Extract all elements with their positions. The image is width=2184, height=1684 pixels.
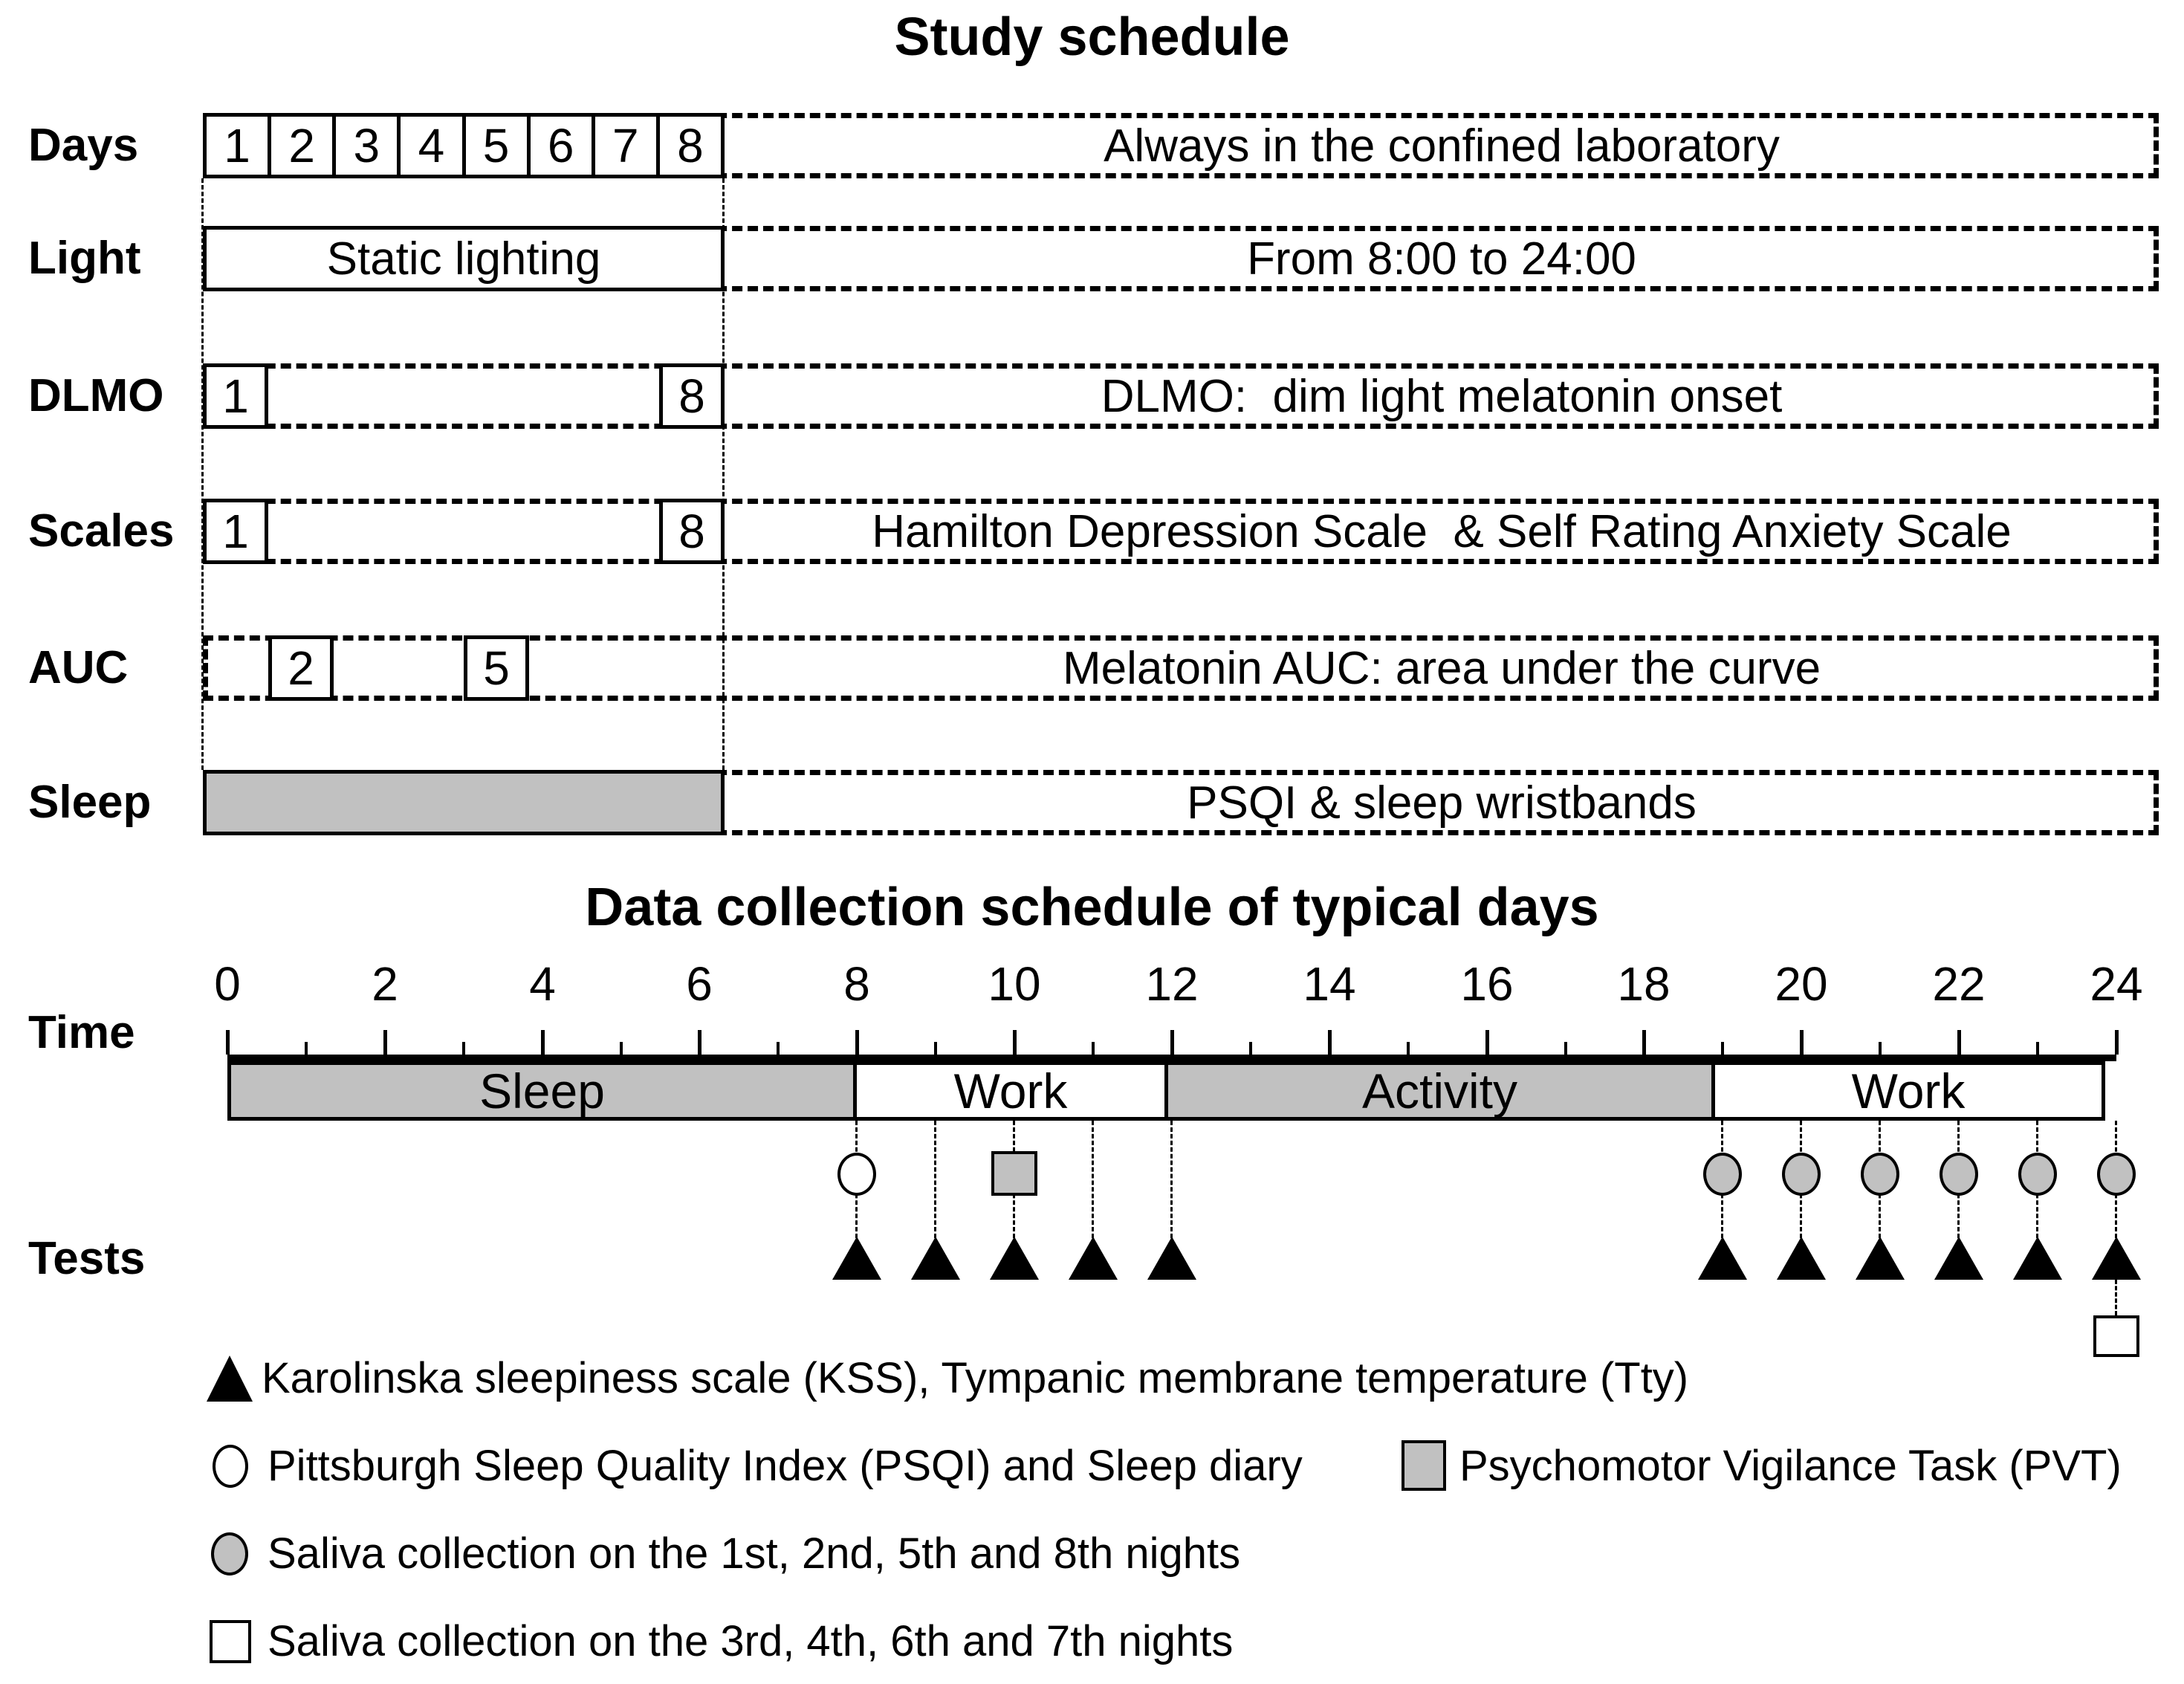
- tick-16: [1485, 1030, 1489, 1055]
- legend-saliva-gray-text: Saliva collection on the 1st, 2nd, 5th and 8th nights: [268, 1529, 1241, 1578]
- tick-11: [1092, 1042, 1095, 1055]
- gray-circle-marker-20: [1782, 1153, 1821, 1196]
- legend-gray-square-icon: [1402, 1440, 1446, 1491]
- tick-24: [2115, 1030, 2119, 1055]
- drop-line-24-lower: [2115, 1280, 2117, 1315]
- tick-label-14: 14: [1303, 957, 1356, 1011]
- legend-kss-text: Karolinska sleepiness scale (KSS), Tympanic membrane temperature (Tty): [262, 1354, 1689, 1402]
- time-axis-line: [227, 1055, 2116, 1061]
- day-cell-5: 5: [466, 117, 531, 175]
- tick-15: [1407, 1042, 1410, 1055]
- tick-19: [1721, 1042, 1724, 1055]
- bar-segment-activity: Activity: [1164, 1061, 1715, 1121]
- tick-label-0: 0: [214, 957, 241, 1011]
- gray-square-marker-10: [991, 1151, 1037, 1196]
- legend-pvt-text: Psychomotor Vigilance Task (PVT): [1459, 1442, 2122, 1490]
- day-cell-3: 3: [336, 117, 401, 175]
- day-activity-bar: [227, 1061, 2116, 1121]
- tick-9: [934, 1042, 937, 1055]
- triangle-marker-11: [1069, 1237, 1118, 1280]
- triangle-marker-9: [911, 1237, 960, 1280]
- study-schedule-title: Study schedule: [894, 7, 1290, 67]
- tick-12: [1170, 1030, 1174, 1055]
- gray-circle-marker-24: [2097, 1153, 2136, 1196]
- sleep-gray-box: [203, 770, 725, 835]
- legend-psqi-text: Pittsburgh Sleep Quality Index (PSQI) and Sleep diary: [268, 1442, 1303, 1490]
- tick-23: [2036, 1042, 2039, 1055]
- time-axis-label: Time: [28, 1007, 135, 1058]
- day-cell-1: 1: [207, 117, 271, 175]
- tick-label-6: 6: [686, 957, 713, 1011]
- row-label-scales: Scales: [28, 505, 175, 557]
- day-cell-7: 7: [595, 117, 660, 175]
- legend-white-square-icon: [210, 1620, 251, 1663]
- auc-note: Melatonin AUC: area under the curve: [1062, 642, 1821, 694]
- tick-14: [1328, 1030, 1332, 1055]
- row-label-dlmo: DLMO: [28, 370, 164, 421]
- day-cell-4: 4: [401, 117, 465, 175]
- tick-1: [305, 1042, 308, 1055]
- triangle-marker-21: [1856, 1237, 1905, 1280]
- day-cell-6: 6: [531, 117, 595, 175]
- tick-label-20: 20: [1775, 957, 1828, 1011]
- static-lighting-box: Static lighting: [203, 226, 725, 291]
- dlmo-box-8: 8: [659, 363, 725, 429]
- triangle-marker-20: [1777, 1237, 1826, 1280]
- tick-20: [1800, 1030, 1804, 1055]
- auc-box-2: 2: [268, 635, 334, 701]
- tick-5: [620, 1042, 623, 1055]
- day-cell-8: 8: [677, 119, 704, 172]
- scales-box-1: 1: [203, 499, 268, 564]
- data-collection-title: Data collection schedule of typical days: [585, 878, 1599, 937]
- row-label-auc: AUC: [28, 642, 129, 693]
- drop-line-11: [1092, 1121, 1094, 1238]
- row-label-days: Days: [28, 120, 139, 171]
- row-label-sleep: Sleep: [28, 777, 152, 828]
- tick-label-2: 2: [372, 957, 398, 1011]
- tick-22: [1957, 1030, 1961, 1055]
- legend-saliva-white-text: Saliva collection on the 3rd, 4th, 6th and 7th nights: [268, 1617, 1234, 1665]
- tick-17: [1564, 1042, 1567, 1055]
- legend-black-triangle-icon: [207, 1356, 253, 1402]
- tick-label-22: 22: [1932, 957, 1986, 1011]
- tick-label-4: 4: [529, 957, 556, 1011]
- tick-label-24: 24: [2090, 957, 2143, 1011]
- drop-line-12: [1170, 1121, 1173, 1238]
- legend-gray-circle-icon: [211, 1532, 248, 1575]
- tick-label-18: 18: [1617, 957, 1671, 1011]
- auc-box-5: 5: [464, 635, 529, 701]
- bar-segment-work-am: Work: [853, 1061, 1168, 1121]
- tick-3: [462, 1042, 465, 1055]
- scales-box-8: 8: [659, 499, 725, 564]
- tick-21: [1879, 1042, 1882, 1055]
- triangle-marker-23: [2013, 1237, 2062, 1280]
- tick-2: [383, 1030, 387, 1055]
- white-circle-marker-8: [837, 1153, 876, 1196]
- triangle-marker-8: [832, 1237, 881, 1280]
- tick-4: [541, 1030, 545, 1055]
- triangle-marker-24: [2092, 1237, 2141, 1280]
- gray-circle-marker-21: [1861, 1153, 1899, 1196]
- triangle-marker-10: [990, 1237, 1039, 1280]
- tick-18: [1642, 1030, 1646, 1055]
- drop-line-9: [934, 1121, 936, 1238]
- scales-note: Hamilton Depression Scale & Self Rating Anxiety Scale: [872, 505, 2012, 557]
- tick-13: [1249, 1042, 1252, 1055]
- gray-circle-marker-19: [1703, 1153, 1742, 1196]
- bar-segment-work-pm: Work: [1711, 1061, 2105, 1121]
- days-note: Always in the confined laboratory: [1104, 120, 1780, 172]
- gray-circle-marker-23: [2018, 1153, 2057, 1196]
- gray-circle-marker-22: [1940, 1153, 1978, 1196]
- dlmo-note: DLMO: dim light melatonin onset: [1101, 370, 1783, 422]
- tests-row-label: Tests: [28, 1233, 146, 1284]
- legend-white-circle-icon: [213, 1445, 248, 1488]
- tick-label-12: 12: [1145, 957, 1199, 1011]
- sleep-note: PSQI & sleep wristbands: [1187, 777, 1697, 829]
- tick-label-8: 8: [843, 957, 870, 1011]
- triangle-marker-12: [1147, 1237, 1196, 1280]
- triangle-marker-19: [1698, 1237, 1747, 1280]
- triangle-marker-22: [1934, 1237, 1983, 1280]
- dlmo-box-1: 1: [203, 363, 268, 429]
- tick-10: [1013, 1030, 1017, 1055]
- day-cell-2: 2: [271, 117, 336, 175]
- tick-0: [226, 1030, 230, 1055]
- row-label-light: Light: [28, 233, 141, 284]
- days-cells: [203, 113, 725, 178]
- white-square-marker-24: [2093, 1315, 2139, 1357]
- light-note: From 8:00 to 24:00: [1247, 233, 1636, 285]
- tick-label-16: 16: [1460, 957, 1514, 1011]
- tick-6: [698, 1030, 701, 1055]
- bar-segment-sleep: Sleep: [227, 1061, 857, 1121]
- tick-label-10: 10: [988, 957, 1041, 1011]
- tick-8: [855, 1030, 859, 1055]
- tick-7: [777, 1042, 780, 1055]
